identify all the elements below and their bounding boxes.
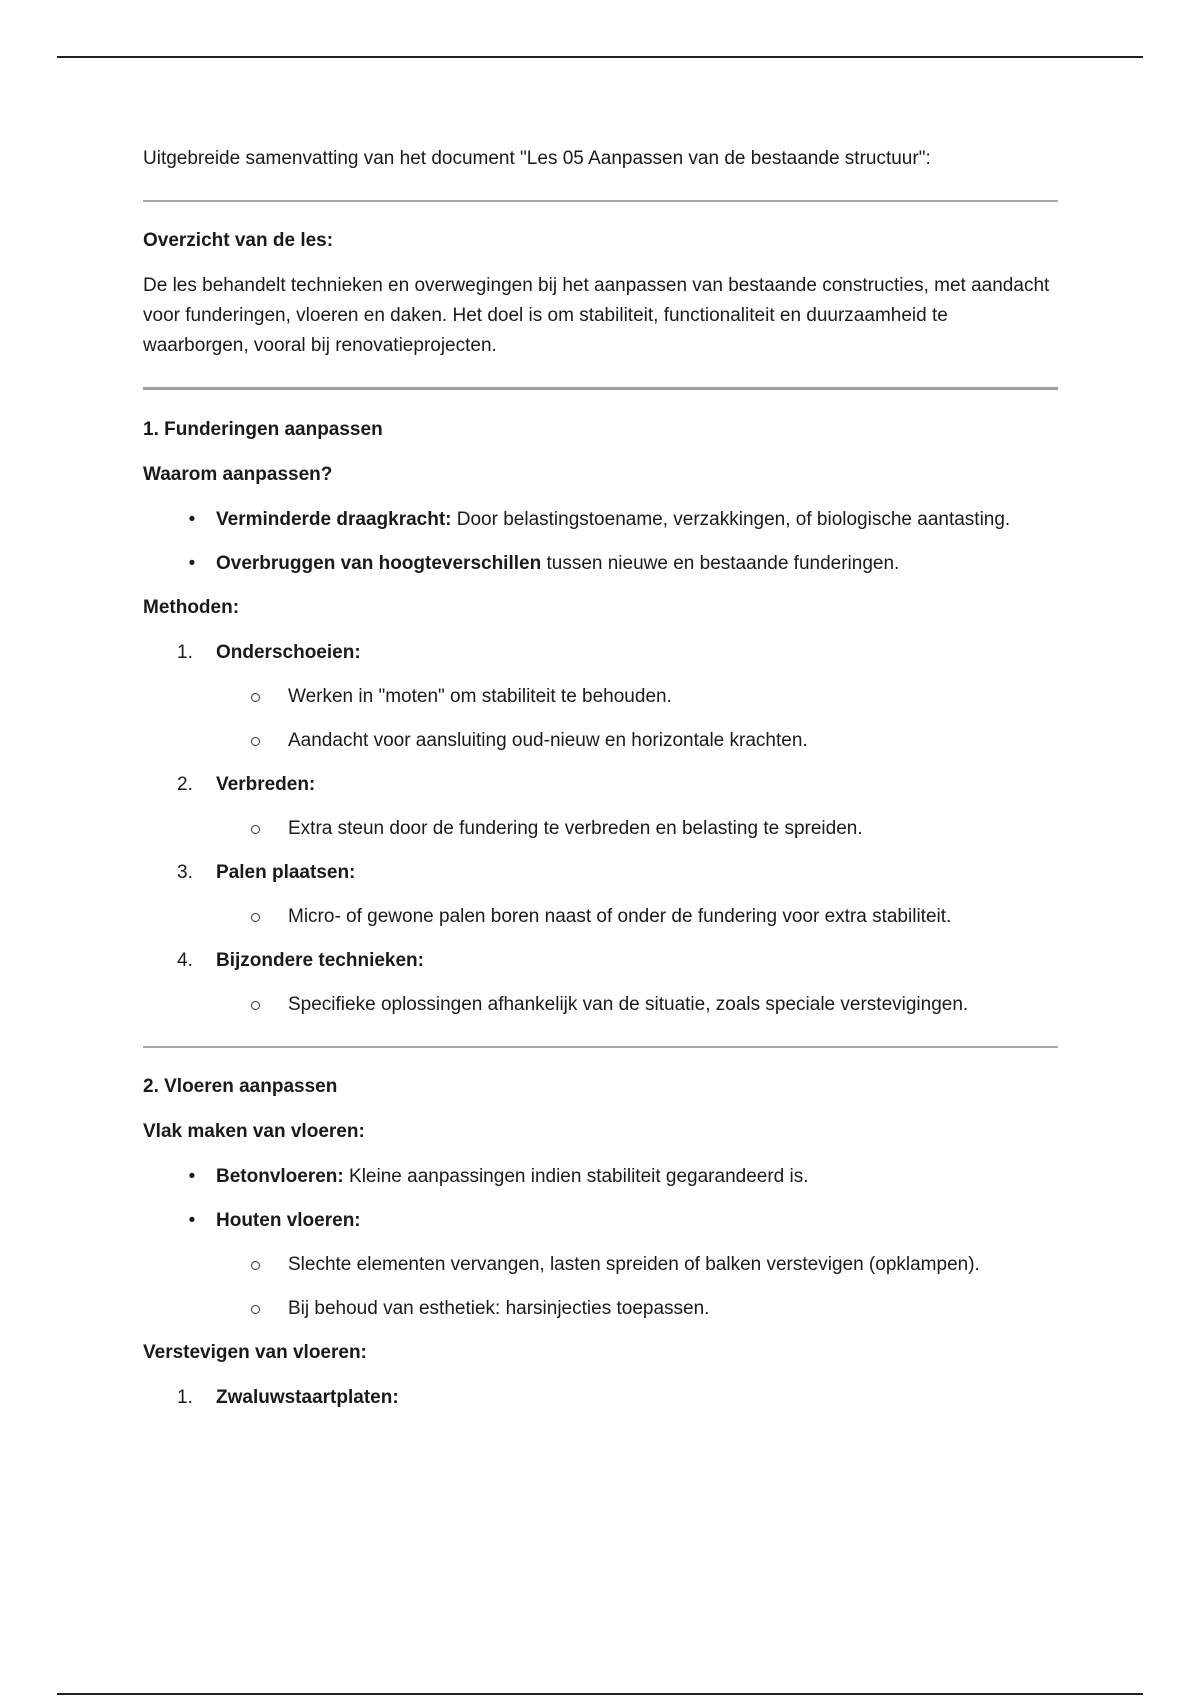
page-top-rule xyxy=(57,56,1143,58)
sub-list-item xyxy=(143,990,1058,1020)
list-item-bold: Palen plaatsen: xyxy=(216,862,356,883)
list-number: 2. xyxy=(177,774,193,795)
list-number: 3. xyxy=(177,862,193,883)
list-item-text: tussen nieuwe en bestaande funderingen. xyxy=(541,553,900,574)
methods-list xyxy=(143,638,1058,1020)
bullet-icon: • xyxy=(188,553,196,574)
section-divider xyxy=(143,387,1058,390)
circle-bullet-icon xyxy=(251,1261,260,1270)
flat-floors-list xyxy=(143,1162,1058,1324)
document-body xyxy=(143,144,1058,1427)
circle-bullet-icon xyxy=(251,1305,260,1314)
list-item-bold: Overbruggen van hoogteverschillen xyxy=(216,553,542,574)
intro-text: Uitgebreide samenvatting van het document "Les 05 Aanpassen van de bestaande structuur": xyxy=(143,148,931,169)
list-number: 1. xyxy=(177,1387,193,1408)
list-item xyxy=(143,638,1058,756)
list-item xyxy=(143,1383,1058,1413)
list-item-bold: Bijzondere technieken: xyxy=(216,950,424,971)
sub-list-text: Aandacht voor aansluiting oud-nieuw en horizontale krachten. xyxy=(288,730,808,751)
section-divider xyxy=(143,1046,1058,1048)
list-item xyxy=(143,770,1058,844)
list-item-bold: Betonvloeren: xyxy=(216,1166,344,1187)
list-item xyxy=(143,1162,1058,1192)
list-item-bold: Onderschoeien: xyxy=(216,642,361,663)
circle-bullet-icon xyxy=(251,913,260,922)
why-list xyxy=(143,505,1058,579)
sub-list-text: Micro- of gewone palen boren naast of onder de fundering voor extra stabiliteit. xyxy=(288,906,952,927)
sub-list-item xyxy=(143,1250,1058,1280)
circle-bullet-icon xyxy=(251,737,260,746)
sub-list-item xyxy=(143,814,1058,844)
bullet-icon: • xyxy=(188,1210,196,1231)
section-1-title: 1. Funderingen aanpassen xyxy=(143,419,383,440)
list-item xyxy=(143,946,1058,1020)
list-item xyxy=(143,549,1058,579)
list-item-bold: Verbreden: xyxy=(216,774,316,795)
sub-list-text: Bij behoud van esthetiek: harsinjecties toepassen. xyxy=(288,1298,710,1319)
page-bottom-rule xyxy=(57,1693,1143,1695)
list-item xyxy=(143,858,1058,932)
sub-list-text: Extra steun door de fundering te verbreden en belasting te spreiden. xyxy=(288,818,863,839)
bullet-icon: • xyxy=(188,1166,196,1187)
sub-list-item xyxy=(143,682,1058,712)
circle-bullet-icon xyxy=(251,693,260,702)
overview-text: De les behandelt technieken en overwegingen bij het aanpassen van bestaande constructies, met aandacht voor funderingen, vloeren en daken. Het doel is om stabiliteit, functionaliteit en duurzaamheid te waarborgen, vooral bij renovatieprojecten. xyxy=(143,275,1050,356)
list-item-bold: Houten vloeren: xyxy=(216,1210,361,1231)
list-item xyxy=(143,505,1058,535)
sub-list-text: Werken in "moten" om stabiliteit te behouden. xyxy=(288,686,672,707)
list-number: 1. xyxy=(177,642,193,663)
sub-list-text: Slechte elementen vervangen, lasten spreiden of balken verstevigen (opklampen). xyxy=(288,1254,980,1275)
circle-bullet-icon xyxy=(251,825,260,834)
sub-list-text: Specifieke oplossingen afhankelijk van de situatie, zoals speciale verstevigingen. xyxy=(288,994,969,1015)
circle-bullet-icon xyxy=(251,1001,260,1010)
list-number: 4. xyxy=(177,950,193,971)
list-item-bold: Zwaluwstaartplaten: xyxy=(216,1387,399,1408)
section-2-title: 2. Vloeren aanpassen xyxy=(143,1076,338,1097)
bullet-icon: • xyxy=(188,509,196,530)
flat-floors-heading: Vlak maken van vloeren: xyxy=(143,1121,365,1142)
strengthen-list xyxy=(143,1383,1058,1413)
overview-heading: Overzicht van de les: xyxy=(143,230,334,251)
methods-heading: Methoden: xyxy=(143,597,240,618)
strengthen-floors-heading: Verstevigen van vloeren: xyxy=(143,1342,367,1363)
list-item xyxy=(143,1206,1058,1324)
sub-list-item xyxy=(143,726,1058,756)
section-divider xyxy=(143,200,1058,202)
list-item-text: Kleine aanpassingen indien stabiliteit gegarandeerd is. xyxy=(343,1166,809,1187)
list-item-text: Door belastingstoename, verzakkingen, of biologische aantasting. xyxy=(451,509,1011,530)
sub-list-item xyxy=(143,1294,1058,1324)
sub-list-item xyxy=(143,902,1058,932)
list-item-bold: Verminderde draagkracht: xyxy=(216,509,452,530)
why-heading: Waarom aanpassen? xyxy=(143,464,333,485)
